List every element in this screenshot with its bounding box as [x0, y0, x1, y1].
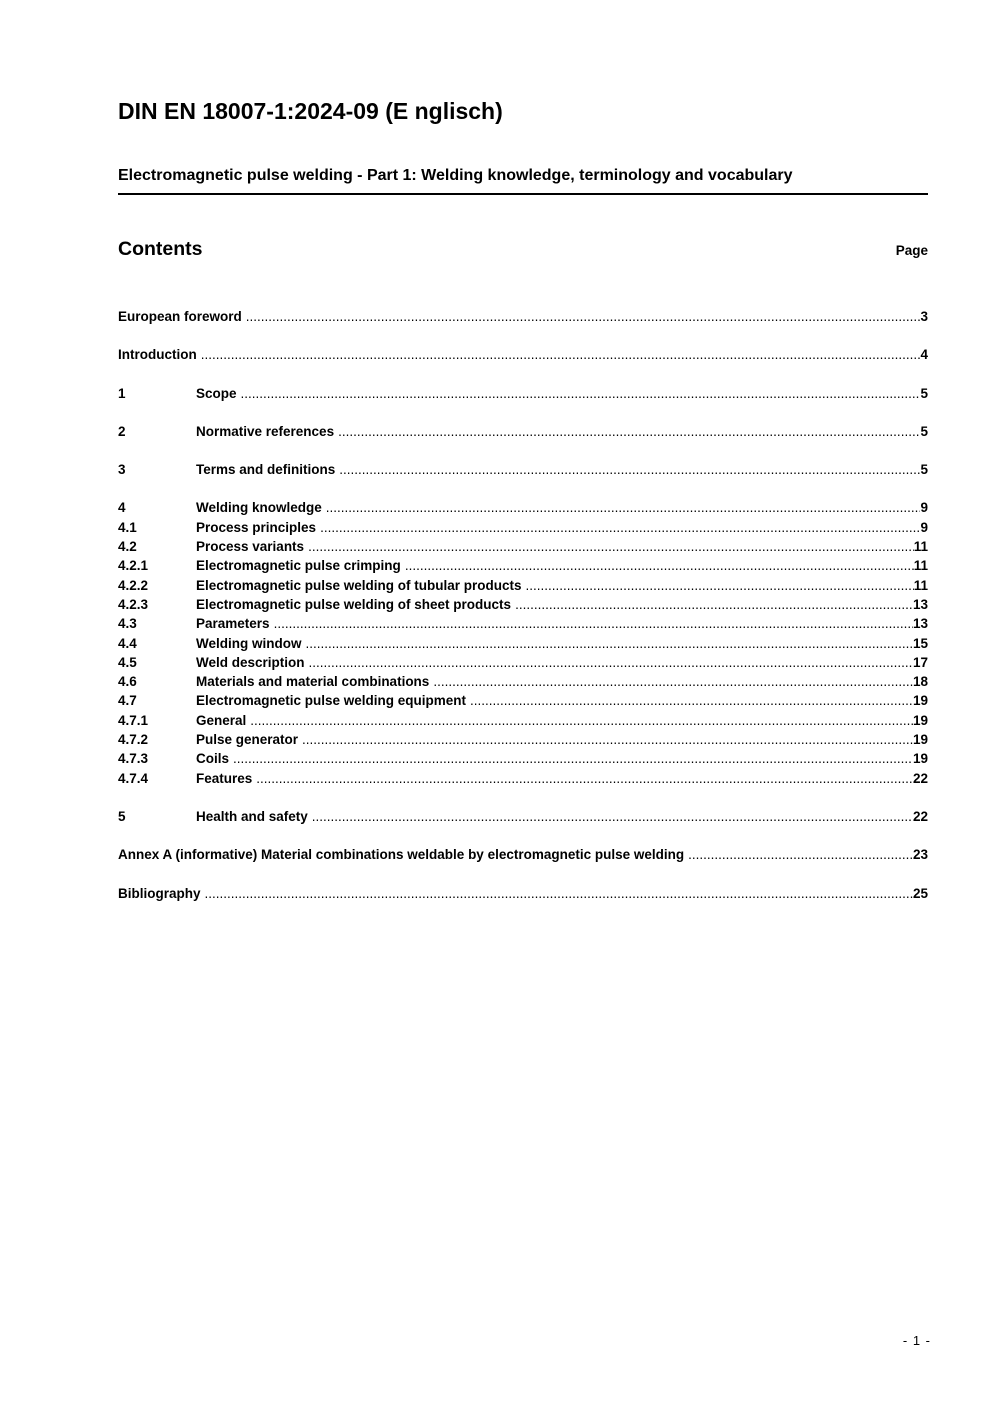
- dot-leader: [429, 672, 913, 691]
- toc-entry-label: Normative references: [196, 423, 335, 439]
- dot-leader: [305, 653, 913, 672]
- toc-entry-number: 4.7.3: [118, 751, 149, 767]
- dot-leader: [302, 634, 913, 653]
- dot-leader: [316, 518, 920, 537]
- toc-entry-label: Health and safety: [196, 808, 308, 824]
- toc-entry: [118, 498, 928, 517]
- toc-entry-number: 4.4: [118, 635, 137, 651]
- toc-entry-number: 1: [118, 385, 126, 401]
- toc-entry-page: 13: [912, 616, 928, 632]
- dot-leader: [304, 537, 914, 556]
- toc-entry-page: 19: [912, 751, 928, 767]
- toc-entry-page: 5: [920, 462, 928, 478]
- toc-entry: [118, 634, 928, 653]
- dot-leader: [511, 595, 913, 614]
- toc-entry-label: European foreword: [118, 309, 242, 324]
- toc-entry-page: 19: [912, 712, 928, 728]
- dot-leader: [466, 691, 913, 710]
- page-column-label: Page: [895, 243, 928, 258]
- toc-entry-label: General: [196, 712, 247, 728]
- dot-leader: [197, 345, 921, 364]
- dot-leader: [334, 422, 920, 441]
- toc-entry-page: 15: [912, 635, 928, 651]
- toc-entry: [118, 691, 928, 710]
- toc-entry-number: 4.2.2: [118, 577, 149, 593]
- toc-entry-page: 9: [920, 519, 928, 535]
- toc-entry: [118, 769, 928, 788]
- toc-list: [118, 307, 928, 903]
- toc-entry-number: 4.6: [118, 674, 137, 690]
- toc-entry-number: 4.7.4: [118, 770, 149, 786]
- toc-entry: [118, 595, 928, 614]
- toc-entry-number: 4.5: [118, 654, 137, 670]
- toc-entry: [118, 307, 928, 326]
- toc-entry-number: 4.2.3: [118, 596, 149, 612]
- toc-entry-label: Electromagnetic pulse welding of tubular products: [196, 577, 522, 593]
- dot-leader: [335, 460, 920, 479]
- toc-entry-label: Welding knowledge: [196, 500, 322, 516]
- toc-entry-label: Scope: [196, 385, 237, 401]
- toc-entry-label: Parameters: [196, 616, 270, 632]
- toc-entry-number: 4.2.1: [118, 558, 149, 574]
- toc-entry-page: 13: [912, 596, 928, 612]
- toc-entry: [118, 460, 928, 479]
- dot-leader: [270, 614, 913, 633]
- dot-leader: [246, 711, 913, 730]
- toc-entry: [118, 672, 928, 691]
- document-subtitle: Electromagnetic pulse welding - Part 1: Welding knowledge, terminology and vocabulary: [118, 167, 793, 184]
- toc-entry-page: 11: [913, 539, 928, 555]
- toc-entry-label: Annex A (informative) Material combinations weldable by electromagnetic pulse welding: [118, 847, 685, 863]
- toc-entry-page: 5: [920, 423, 928, 439]
- toc-entry-label: Electromagnetic pulse welding equipment: [196, 693, 467, 709]
- toc-entry: [118, 807, 928, 826]
- toc-entry-label: Process principles: [196, 519, 317, 535]
- toc-entry-page: 11: [913, 558, 928, 574]
- dot-leader: [522, 576, 914, 595]
- toc-entry-page: 9: [920, 500, 928, 516]
- toc-entry: [118, 518, 928, 537]
- toc-entry-label: Electromagnetic pulse welding of sheet products: [196, 596, 512, 612]
- toc-entry: [118, 749, 928, 768]
- toc-entry-label: Introduction: [118, 347, 197, 363]
- toc-entry-label: Features: [196, 770, 253, 786]
- toc-entry-number: 4.2: [118, 539, 137, 555]
- toc-entry-number: 2: [118, 423, 126, 439]
- toc-entry-label: Terms and definitions: [196, 462, 336, 478]
- toc-entry-number: 4.1: [118, 519, 137, 535]
- toc-entry-page: 19: [912, 693, 928, 709]
- dot-leader: [298, 730, 913, 749]
- dot-leader: [684, 845, 913, 864]
- toc-entry-label: Process variants: [196, 539, 305, 555]
- toc-entry-number: 4.7: [118, 693, 137, 709]
- toc-entry: [118, 576, 928, 595]
- dot-leader: [237, 384, 921, 403]
- subtitle-block: [118, 165, 928, 195]
- dot-leader: [308, 807, 913, 826]
- toc-entry: [118, 711, 928, 730]
- toc-entry-page: 17: [912, 654, 928, 670]
- dot-leader: [242, 307, 921, 326]
- toc-entry: [118, 422, 928, 441]
- toc-entry-number: 4.7.1: [118, 712, 149, 728]
- dot-leader: [401, 556, 914, 575]
- toc-entry-number: 4: [118, 500, 126, 516]
- toc-entry-label: Bibliography: [118, 885, 201, 901]
- toc-entry-label: Coils: [196, 751, 230, 767]
- toc-entry-label: Welding window: [196, 635, 302, 651]
- toc-entry: [118, 384, 928, 403]
- toc-entry-number: 4.3: [118, 616, 137, 632]
- toc-entry-label: Materials and material combinations: [196, 674, 430, 690]
- toc-entry: [118, 884, 928, 903]
- toc-entry: [118, 653, 928, 672]
- toc-entry-page: 25: [912, 885, 928, 901]
- toc-entry-page: 23: [912, 847, 928, 863]
- toc-entry-page: 18: [912, 674, 928, 690]
- toc-entry-number: 5: [118, 808, 126, 824]
- toc-entry-page: 19: [912, 732, 928, 748]
- toc-entry: [118, 730, 928, 749]
- dot-leader: [252, 769, 913, 788]
- toc-entry-page: 11: [913, 577, 928, 593]
- toc-entry: [118, 345, 928, 364]
- toc-entry-page: 3: [920, 309, 928, 324]
- contents-heading: Contents: [118, 238, 203, 260]
- dot-leader: [322, 498, 921, 517]
- toc-entry: [118, 556, 928, 575]
- dot-leader: [201, 884, 913, 903]
- document-title: DIN EN 18007-1:2024-09 (E nglisch): [118, 98, 503, 124]
- toc-entry-page: 5: [920, 385, 928, 401]
- toc-entry-number: 3: [118, 462, 126, 478]
- toc-entry-page: 4: [920, 347, 928, 363]
- footer-page-number: - 1 -: [902, 1333, 931, 1348]
- toc-entry-page: 22: [912, 808, 928, 824]
- toc-entry: [118, 537, 928, 556]
- toc-entry: [118, 614, 928, 633]
- toc-entry-page: 22: [912, 770, 928, 786]
- toc-entry-label: Electromagnetic pulse crimping: [196, 558, 401, 574]
- toc-entry-number: 4.7.2: [118, 732, 149, 748]
- toc-entry-label: Weld description: [196, 654, 305, 670]
- contents-header-row: [118, 238, 928, 261]
- dot-leader: [229, 749, 913, 768]
- toc-entry-label: Pulse generator: [196, 732, 299, 748]
- toc-entry: [118, 845, 928, 864]
